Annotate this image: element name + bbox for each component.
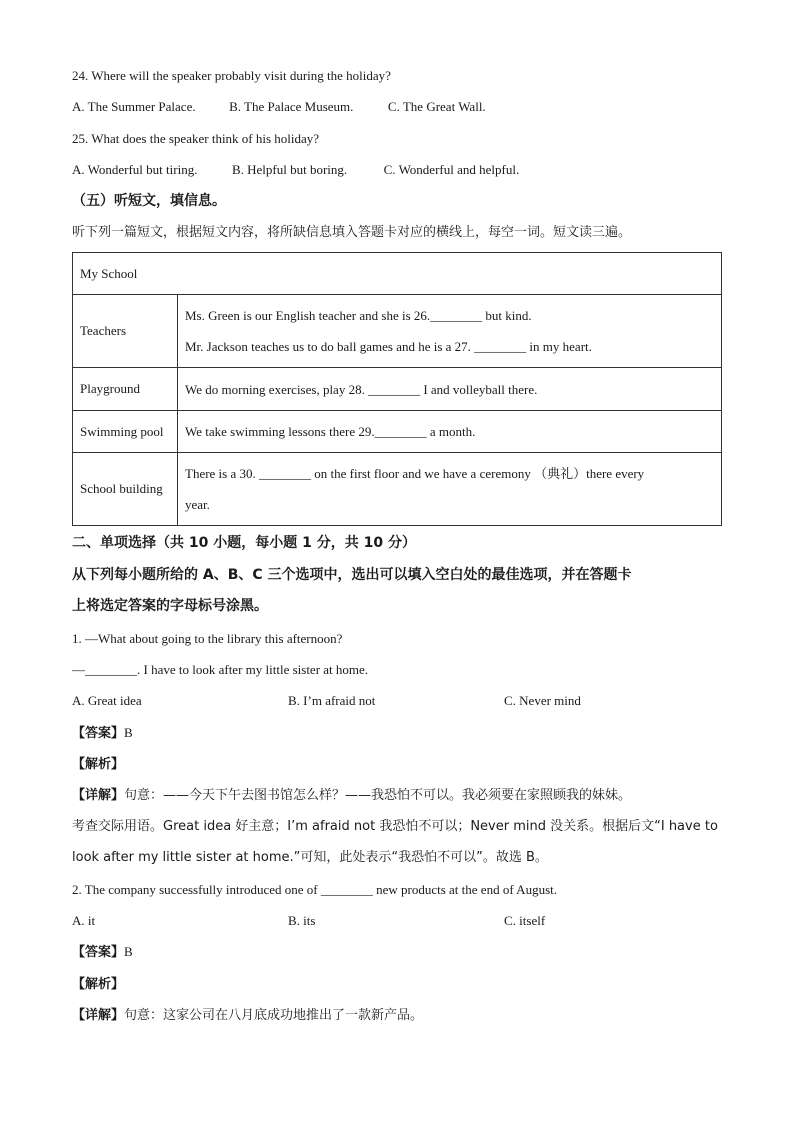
question-25: 25. What does the speaker think of his holiday?	[72, 130, 320, 146]
fill-line: year.	[185, 497, 210, 513]
option-c: C. The Great Wall.	[387, 99, 486, 115]
analysis-label: 【解析】	[72, 757, 125, 773]
option-c: C. Never mind	[504, 693, 581, 709]
answer-label: 【答案】	[72, 725, 125, 741]
row-content	[178, 368, 722, 411]
table-row	[73, 368, 722, 411]
detail-label: 【详解】	[72, 788, 125, 804]
part-2-instruction: 从下列每小题所给的 A、B、C 三个选项中，选出可以填入空白处的最佳选项，并在答题卡	[72, 566, 632, 583]
row-label: School building	[73, 453, 178, 526]
table-row	[73, 295, 722, 368]
analysis-line	[72, 748, 722, 779]
question-1-line-2: —________. I have to look after my little sister at home.	[72, 661, 369, 677]
option-c: C. itself	[504, 913, 546, 929]
detail-text: 句意：——今天下午去图书馆怎么样？——我恐怕不可以。我必须要在家照顾我的妹妹。	[124, 788, 632, 804]
row-label: Swimming pool	[73, 411, 178, 453]
question-25-options	[72, 154, 722, 185]
row-content	[178, 295, 722, 368]
question-24: 24. Where will the speaker probably visit during the holiday?	[72, 68, 391, 83]
table-header: My School	[73, 253, 722, 295]
option-a: A. it	[72, 913, 96, 929]
answer-line	[72, 717, 722, 748]
part-2-title: 二、单项选择（共 10 小题，每小题 1 分，共 10 分）	[72, 535, 416, 552]
option-c: C. Wonderful and helpful.	[383, 162, 520, 178]
analysis-line	[72, 968, 722, 999]
question-2-line-1: 2. The company successfully introduced one of ________ new products at the end of August.	[72, 881, 557, 897]
answer-line	[72, 936, 722, 967]
document-page	[72, 60, 722, 1031]
info-table	[72, 252, 722, 526]
row-content	[178, 453, 722, 526]
option-b: B. The Palace Museum.	[229, 99, 354, 115]
question-2-options	[72, 905, 722, 936]
question-1-options	[72, 685, 722, 716]
table-row	[73, 411, 722, 453]
fill-line: We take swimming lessons there 29.________ a month.	[185, 424, 476, 440]
section-5-instruction: 听下列一篇短文，根据短文内容，将所缺信息填入答题卡对应的横线上，每空一词。短文读三遍。	[72, 224, 632, 240]
question-1-line-1: 1. —What about going to the library this afternoon?	[72, 630, 343, 646]
option-a: A. Wonderful but tiring.	[72, 162, 198, 178]
table-row	[73, 453, 722, 526]
table-header-row	[73, 253, 722, 295]
detail-line	[72, 779, 722, 810]
question-24-options	[72, 91, 722, 122]
analysis-label: 【解析】	[72, 976, 125, 992]
row-label: Playground	[73, 368, 178, 411]
fill-line: Mr. Jackson teaches us to do ball games and he is a 27. ________ in my heart.	[185, 339, 592, 355]
detail-text: 句意：这家公司在八月底成功地推出了一款新产品。	[124, 1008, 424, 1024]
detail-text: 考查交际用语。Great idea 好主意；I’m afraid not 我恐怕不可以；Never mind 没关系。根据后文“I have to	[72, 818, 718, 834]
fill-line: We do morning exercises, play 28. ________ I and volleyball there.	[185, 381, 538, 397]
fill-line: Ms. Green is our English teacher and she is 26.________ but kind.	[185, 308, 532, 324]
option-a: A. Great idea	[72, 693, 142, 709]
answer-value: B	[124, 724, 133, 740]
detail-label: 【详解】	[72, 1008, 125, 1024]
answer-value: B	[124, 944, 133, 960]
option-b: B. Helpful but boring.	[231, 162, 348, 178]
part-2-instruction-cont: 上将选定答案的字母标号涂黑。	[72, 598, 268, 615]
row-content	[178, 411, 722, 453]
option-b: B. its	[288, 913, 316, 929]
option-b: B. I’m afraid not	[288, 693, 376, 709]
option-a: A. The Summer Palace.	[72, 99, 196, 115]
row-label: Teachers	[73, 295, 178, 368]
fill-line: There is a 30. ________ on the first floor and we have a ceremony （典礼）there every	[185, 466, 645, 482]
section-5-title: （五）听短文，填信息。	[72, 192, 226, 209]
detail-text: look after my little sister at home.”可知，此处表示“我恐怕不可以”。故选 B。	[72, 850, 548, 866]
detail-line	[72, 999, 722, 1030]
answer-label: 【答案】	[72, 945, 125, 961]
